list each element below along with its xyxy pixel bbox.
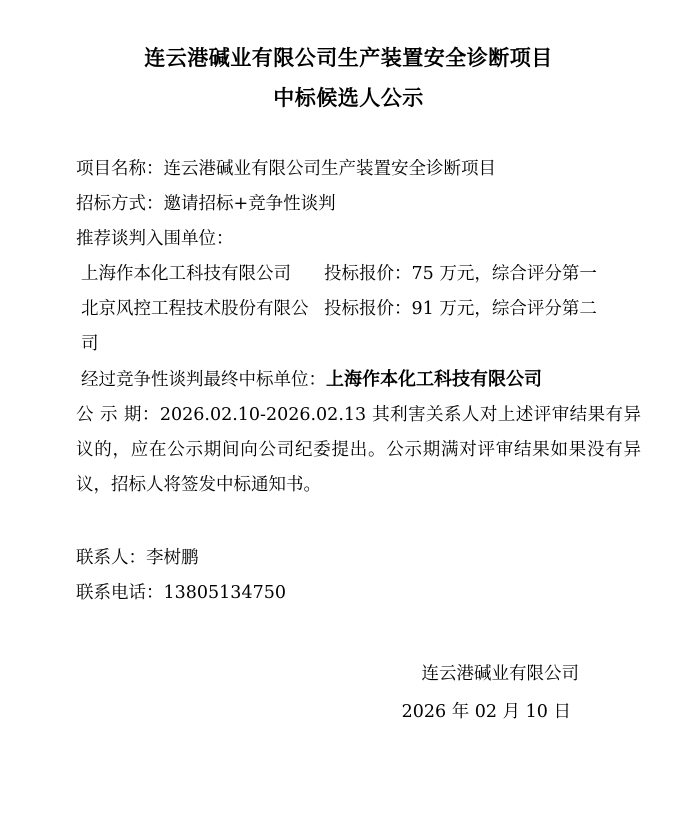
notice-body: 其利害关系人对上述评审结果有异议的，应在公示期间向公司纪委提出。公示期满对评审结果如果没有异议，招标人将签发中标通知书。 xyxy=(76,405,642,495)
title-line-1: 连云港碱业有限公司生产装置安全诊断项目 xyxy=(144,45,553,70)
title-line-2: 中标候选人公示 xyxy=(273,85,424,110)
contact-phone: 联系电话：13805134750 xyxy=(76,583,286,603)
bidder-quote: 投标报价：91 万元，综合评分第二 xyxy=(324,299,597,319)
contact-person: 联系人：李树鹏 xyxy=(76,548,199,568)
document-body xyxy=(46,152,651,503)
winner-name: 上海作本化工科技有限公司 xyxy=(326,369,542,390)
document-title xyxy=(46,38,651,118)
bidder-row xyxy=(76,257,641,292)
shortlist-label: 推荐谈判入围单位： xyxy=(76,229,234,249)
notice-paragraph xyxy=(76,398,641,503)
winner-prefix: 经过竞争性谈判最终中标单位： xyxy=(81,370,326,390)
signature-date: 2026 年 02 月 10 日 xyxy=(401,702,571,722)
bidder-row xyxy=(76,292,641,362)
signature-organization: 连云港碱业有限公司 xyxy=(421,664,579,684)
project-name-line: 项目名称：连云港碱业有限公司生产装置安全诊断项目 xyxy=(76,159,496,179)
winner-line xyxy=(76,362,641,398)
bidder-name: 北京风控工程技术股份有限公司 xyxy=(81,299,309,354)
contact-block xyxy=(46,541,651,611)
bidding-method-line: 招标方式：邀请招标+竞争性谈判 xyxy=(76,194,336,214)
notice-period: 公 示 期：2026.02.10-2026.02.13 xyxy=(76,405,367,425)
bidder-quote: 投标报价：75 万元，综合评分第一 xyxy=(324,264,597,284)
bidder-name: 上海作本化工科技有限公司 xyxy=(81,264,291,284)
signature-block xyxy=(46,655,651,731)
